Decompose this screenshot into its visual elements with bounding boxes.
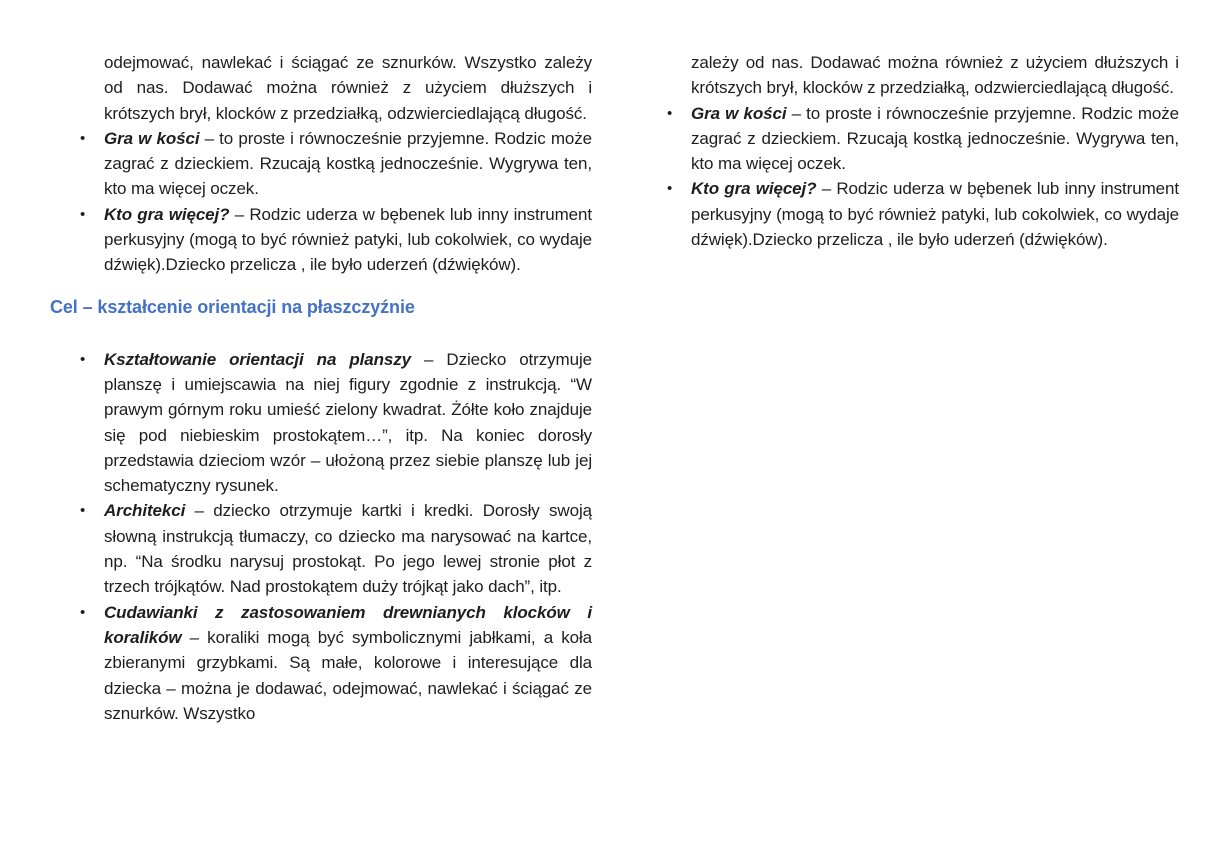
left-column <box>50 50 592 726</box>
list-item-text: – koraliki mogą być symbolicznymi jabłkami, a koła zbieranymi grzybkami. Są małe, kolorowe i interesujące dla dziecka – można je dodawać, odejmować, nawlekać i ściągać ze sznurków. Wszystko <box>104 627 592 723</box>
list-item-text: – to proste i równocześnie przyjemne. Rodzic może zagrać z dzieckiem. Rzucają kostką jednocześnie. Wygrywa ten, kto ma więcej oczek. <box>691 103 1179 174</box>
bullet-icon <box>80 600 85 625</box>
list-item <box>637 101 1179 177</box>
list-item <box>50 600 592 726</box>
bullet-icon <box>80 202 85 227</box>
bullet-icon <box>80 347 85 372</box>
list-item-text: – Dziecko otrzymuje planszę i umiejscawia na niej figury zgodnie z instrukcją. “W prawym górnym roku umieść zielony kwadrat. Żółte koło znajduje się pod niebieskim prostokątem…”, itp. Na koniec dorosły przedstawia dzieciom wzór – ułożoną przez siebie planszę lub jej schematyczny rysunek. <box>104 349 592 496</box>
list-item-text: – to proste i równocześnie przyjemne. Rodzic może zagrać z dzieckiem. Rzucają kostką jednocześnie. Wygrywa ten, kto ma więcej oczek. <box>104 128 592 199</box>
list-item <box>637 176 1179 252</box>
list-item-text: – dziecko otrzymuje kartki i kredki. Dorosły swoją słowną instrukcją tłumaczy, co dziecko ma narysować na kartce, np. “Na środku narysuj prostokąt. Po jego lewej stronie płot z trzech trójkątów. Nad prostokątem duży trójkąt jako dach”, itp. <box>104 501 592 597</box>
right-column <box>637 50 1179 252</box>
list-item-lead: Kto gra więcej? <box>691 179 817 199</box>
list-item <box>50 347 592 499</box>
list-item <box>50 126 592 202</box>
bullet-list-top <box>50 126 592 278</box>
bullet-icon <box>667 101 672 126</box>
list-item-lead: Architekci <box>104 501 186 521</box>
list-item <box>50 498 592 599</box>
list-item-text: – Rodzic uderza w bębenek lub inny instrument perkusyjny (mogą to być również patyki, lub cokolwiek, co wydaje dźwięk).Dziecko przelicza , ile było uderzeń (dźwięków). <box>104 204 592 275</box>
section-heading: Cel – kształcenie orientacji na płaszczyźnie <box>50 296 415 317</box>
list-item-lead: Gra w kości <box>691 103 787 123</box>
bullet-list-bottom <box>50 347 592 726</box>
list-item <box>50 202 592 278</box>
bullet-icon <box>80 498 85 523</box>
bullet-icon <box>80 126 85 151</box>
continuation-paragraph: zależy od nas. Dodawać można również z użyciem dłuższych i krótszych brył, klocków z przedziałką, odzwierciedlającą długość. <box>691 53 1179 98</box>
list-item-lead: Kształtowanie orientacji na planszy <box>104 349 412 369</box>
list-item-lead: Kto gra więcej? <box>104 204 230 224</box>
bullet-list <box>637 101 1179 253</box>
continuation-paragraph: odejmować, nawlekać i ściągać ze sznurków. Wszystko zależy od nas. Dodawać można również z użyciem dłuższych i krótszych brył, klocków z przedziałką, odzwierciedlającą długość. <box>104 53 592 123</box>
list-item-lead: Gra w kości <box>104 128 200 148</box>
list-item-text: – Rodzic uderza w bębenek lub inny instrument perkusyjny (mogą to być również patyki, lub cokolwiek, co wydaje dźwięk).Dziecko przelicza , ile było uderzeń (dźwięków). <box>691 179 1179 250</box>
list-item-lead: Cudawianki z zastosowaniem drewnianych klocków i koralików <box>104 602 592 647</box>
bullet-icon <box>667 176 672 201</box>
